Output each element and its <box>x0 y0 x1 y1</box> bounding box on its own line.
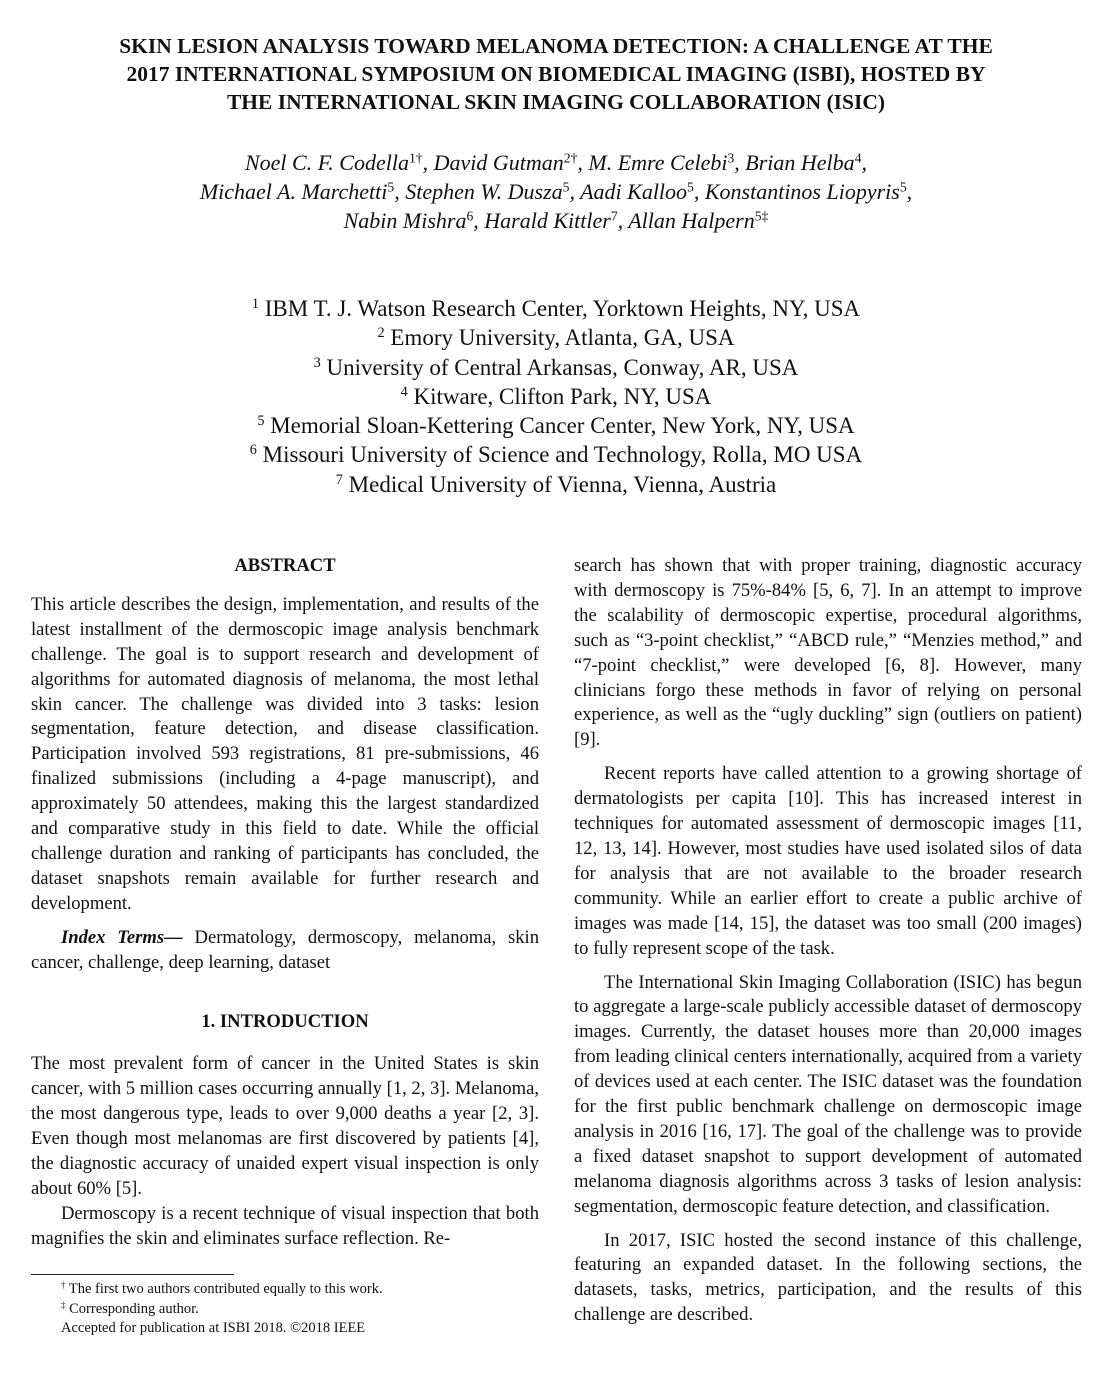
title-line: THE INTERNATIONAL SKIN IMAGING COLLABORATION (ISIC) <box>226 90 886 114</box>
author-affil-mark: 5 <box>687 179 694 195</box>
affiliation <box>30 382 1082 411</box>
index-terms-text: Dermatology, dermoscopy, melanoma, skin cancer, challenge, deep learning, dataset <box>31 926 540 973</box>
intro-paragraph: Dermoscopy is a recent technique of visual inspection that both magnifies the skin and eliminates surface reflection. Re- <box>31 1202 539 1249</box>
abstract-text: This article describes the design, implementation, and results of the latest installment of the dermoscopic image analysis benchmark challenge. The goal is to support research and development of algorithms for automated diagnosis of melanoma, the most lethal skin cancer. The challenge was divided into 3 tasks: lesion segmentation, feature detection, and disease classification. Participation involved 593 registrations, 81 pre-submissions, 46 finalized submissions (including a 4-page manuscript), and approximately 50 attendees, making this the largest standardized and comparative study in this field to date. While the official challenge duration and ranking of participants has concluded, the dataset snapshots remain available for further research and development. <box>31 593 539 914</box>
affiliation <box>30 411 1082 440</box>
affiliation-text: Kitware, Clifton Park, NY, USA <box>413 383 712 409</box>
footnote <box>31 1280 539 1300</box>
title-line: SKIN LESION ANALYSIS TOWARD MELANOMA DETECTION: A CHALLENGE AT THE <box>119 34 993 58</box>
index-terms <box>31 926 539 976</box>
affiliation <box>30 323 1082 352</box>
body-paragraph: In 2017, ISIC hosted the second instance of this challenge, featuring an expanded dataset. In the following sections, the datasets, tasks, metrics, participation, and the results of this challenge are described. <box>574 1229 1082 1326</box>
affiliation-text: University of Central Arkansas, Conway, AR, USA <box>326 354 799 380</box>
affiliation-text: Medical University of Vienna, Vienna, Austria <box>348 471 777 497</box>
affiliation-number: 4 <box>400 384 408 401</box>
author-name: M. Emre Celebi <box>588 150 728 175</box>
abstract-heading: ABSTRACT <box>234 555 336 576</box>
affiliation-list <box>30 294 1082 499</box>
author-name: Stephen W. Dusza <box>405 179 563 204</box>
footnote <box>31 1319 539 1339</box>
footnote-text: The first two authors contributed equally to this work. <box>68 1281 383 1297</box>
section-heading-introduction: 1. INTRODUCTION <box>201 1010 369 1032</box>
footnote-text: Accepted for publication at ISBI 2018. ©2018 IEEE <box>61 1320 366 1336</box>
author-list <box>30 148 1082 235</box>
affiliation <box>30 353 1082 382</box>
right-column <box>574 554 1082 1328</box>
affiliation <box>30 470 1082 499</box>
affiliation-text: Memorial Sloan-Kettering Cancer Center, New York, NY, USA <box>270 413 855 439</box>
author-name: Michael A. Marchetti <box>199 179 388 204</box>
author-affil-mark: 4 <box>854 150 862 166</box>
author-affil-mark: 5 <box>387 179 395 195</box>
author-line: Noel C. F. Codella$^{1\dagger}$, David Gutman$^{2\dagger}$, M. Emre Celebi$^3$, Brian Helba$^4$, <box>244 150 867 175</box>
author-affil-mark: 5‡ <box>754 208 769 224</box>
footnotes <box>31 1274 539 1339</box>
affiliation-text: Emory University, Atlanta, GA, USA <box>390 325 735 351</box>
affiliation-number: 1 <box>251 296 259 313</box>
footnote-divider <box>31 1274 234 1275</box>
author-line: Nabin Mishra$^6$, Harald Kittler$^7$, Allan Halpern$^{5\ddagger}$ <box>343 208 769 233</box>
author-affil-mark: 1† <box>408 150 423 166</box>
author-line: Michael A. Marchetti$^5$, Stephen W. Dusza$^5$, Aadi Kalloo$^5$, Konstantinos Liopyris$^5$, <box>199 179 913 204</box>
index-terms-label: Index Terms— <box>61 926 183 948</box>
footnote-text: Corresponding author. <box>69 1300 199 1317</box>
author-name: Noel C. F. Codella <box>244 150 409 175</box>
author-affil-mark: 6 <box>466 208 474 224</box>
title-line: 2017 INTERNATIONAL SYMPOSIUM ON BIOMEDICAL IMAGING (ISBI), HOSTED BY <box>126 62 986 86</box>
affiliation-number: 6 <box>249 442 257 459</box>
affiliation-text: IBM T. J. Watson Research Center, Yorktown Heights, NY, USA <box>264 296 861 321</box>
footnote-mark: † <box>61 1280 66 1291</box>
author-name: Brian Helba <box>745 150 855 175</box>
author-affil-mark: 5 <box>562 179 570 195</box>
footnote <box>31 1300 539 1320</box>
author-name: Aadi Kalloo <box>580 179 688 204</box>
left-column <box>31 554 539 1252</box>
author-name: Allan Halpern <box>628 208 755 233</box>
author-affil-mark: 5 <box>899 179 907 195</box>
author-affil-mark: 3 <box>727 150 735 166</box>
affiliation-number: 3 <box>313 354 321 371</box>
author-name: Nabin Mishra <box>343 208 467 233</box>
body-paragraph: search has shown that with proper training, diagnostic accuracy with dermoscopy is 75%-84% [5, 6, 7]. In an attempt to improve the scalability of dermoscopic expertise, procedural algorithms, such as “3-point checklist,” “ABCD rule,” “Menzies method,” and “7-point checklist,” were developed [6, 8]. However, many clinicians forgo these methods in favor of relying on personal experience, as well as the “ugly duckling” sign (outliers on patient) [9]. <box>574 555 1082 751</box>
intro-paragraph: The most prevalent form of cancer in the United States is skin cancer, with 5 million cases occurring annually [1, 2, 3]. Melanoma, the most dangerous type, leads to over 9,000 deaths a year [2, 3]. Even though most melanomas are first discovered by patients [4], the diagnostic accuracy of unaided expert visual inspection is only about 60% [5]. <box>31 1053 539 1199</box>
body-paragraph: Recent reports have called attention to a growing shortage of dermatologists per capita [10]. This has increased interest in techniques for automated assessment of dermoscopic images [11, 12, 13, 14]. However, most studies have used isolated silos of data for analysis that are not available to the broader research community. While an earlier effort to create a public archive of images was made [14, 15], the dataset was too small (200 images) to fully represent scope of the task. <box>574 763 1082 959</box>
author-affil-mark: 7 <box>610 208 618 224</box>
affiliation-text: Missouri University of Science and Technology, Rolla, MO USA <box>262 442 863 468</box>
body-paragraph: The International Skin Imaging Collaboration (ISIC) has begun to aggregate a large-scale publicly accessible dataset of dermoscopy images. Currently, the dataset houses more than 20,000 images from leading clinical centers internationally, acquired from a variety of devices used at each center. The ISIC dataset was the foundation for the first public benchmark challenge on dermoscopic image analysis in 2016 [16, 17]. The goal of the challenge was to provide a fixed dataset snapshot to support development of automated melanoma diagnosis algorithms across 3 tasks of lesion analysis: segmentation, dermoscopic feature detection, and classification. <box>574 971 1082 1217</box>
affiliation <box>30 294 1082 323</box>
author-name: David Gutman <box>433 150 564 175</box>
footnote-mark: ‡ <box>61 1299 66 1310</box>
author-name: Konstantinos Liopyris <box>704 179 900 204</box>
author-name: Harald Kittler <box>484 208 611 233</box>
affiliation-number: 7 <box>335 471 343 488</box>
affiliation <box>30 440 1082 469</box>
affiliation-number: 5 <box>257 413 265 430</box>
affiliation-number: 2 <box>377 325 385 342</box>
paper-title <box>30 32 1082 116</box>
author-affil-mark: 2† <box>563 150 578 166</box>
